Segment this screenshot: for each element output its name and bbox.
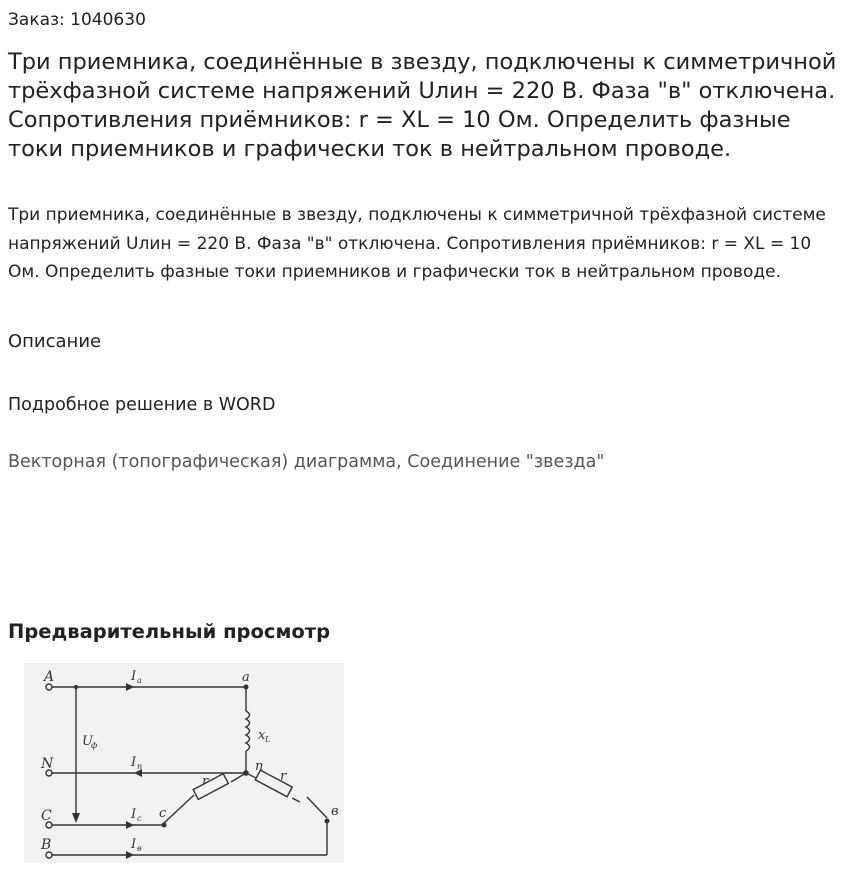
description-heading: Описание: [8, 331, 102, 352]
label-node-c: c: [159, 806, 167, 821]
resistor-c: [193, 774, 228, 800]
label-in: I: [131, 755, 137, 770]
circuit-schematic: [24, 663, 344, 863]
node-c: [162, 823, 167, 828]
label-n-line: N: [41, 756, 54, 772]
label-r-b: r: [280, 769, 287, 784]
label-in-sub: n: [137, 762, 143, 771]
node-uf-top: [74, 685, 78, 689]
label-a-line: A: [44, 669, 55, 685]
arrow-ia: [126, 683, 134, 691]
preview-heading: Предварительный просмотр: [8, 620, 331, 643]
node-a: [244, 685, 249, 690]
label-b-line: B: [41, 837, 52, 853]
tag-vector-diagram[interactable]: Векторная (топографическая) диаграмма: [8, 452, 397, 472]
resistor-b: [255, 770, 292, 797]
label-xl: x: [258, 728, 266, 743]
inductor-xl: [246, 711, 250, 751]
label-ic-sub: c: [137, 814, 142, 823]
open-switch: [307, 797, 327, 818]
arrow-uf: [72, 813, 80, 823]
label-node-a: a: [242, 670, 250, 685]
tag-star-connection[interactable]: Соединение "звезда": [407, 452, 605, 472]
wire-rc-c: [164, 795, 194, 823]
label-ia: I: [131, 669, 137, 684]
tag-list: [8, 451, 604, 473]
label-ib-sub: в: [137, 844, 142, 853]
label-ia-sub: a: [137, 676, 142, 685]
tag-separator: ,: [396, 452, 408, 472]
label-xl-sub: L: [265, 735, 271, 744]
page-title: Три приемника, соединённые в звезду, подключены к симметричной трёхфазной системе напряжений Uлин = 220 В. Фаза "в" отключена. Сопротивления приёмников: r = XL = 10 Ом. Определить фазные токи приемников и графически ток в нейтральном проводе.: [8, 49, 837, 162]
label-c-line: C: [41, 808, 52, 824]
label-uf: U: [82, 734, 93, 749]
label-node-n: n: [255, 759, 264, 774]
label-uf-sub: ф: [91, 741, 98, 750]
solution-format: Подробное решение в WORD: [8, 395, 276, 415]
node-n: [243, 770, 249, 776]
problem-description: Три приемника, соединённые в звезду, подключены к симметричной трёхфазной системе напряжений Uлин = 220 В. Фаза "в" отключена. Сопротивления приёмников: r = XL = 10 Ом. Определить фазные токи приемников и графически ток в нейтральном проводе.: [8, 205, 826, 282]
preview-image: [24, 663, 344, 863]
label-ic: I: [131, 807, 137, 822]
label-ib: I: [131, 837, 137, 852]
label-node-v: в: [331, 804, 339, 819]
label-r-c: r: [202, 774, 209, 789]
node-v: [325, 819, 330, 824]
arrow-ic: [126, 821, 134, 829]
wire-rb: [292, 798, 300, 802]
arrow-ib: [126, 851, 134, 859]
order-number: Заказ: 1040630: [8, 10, 146, 30]
